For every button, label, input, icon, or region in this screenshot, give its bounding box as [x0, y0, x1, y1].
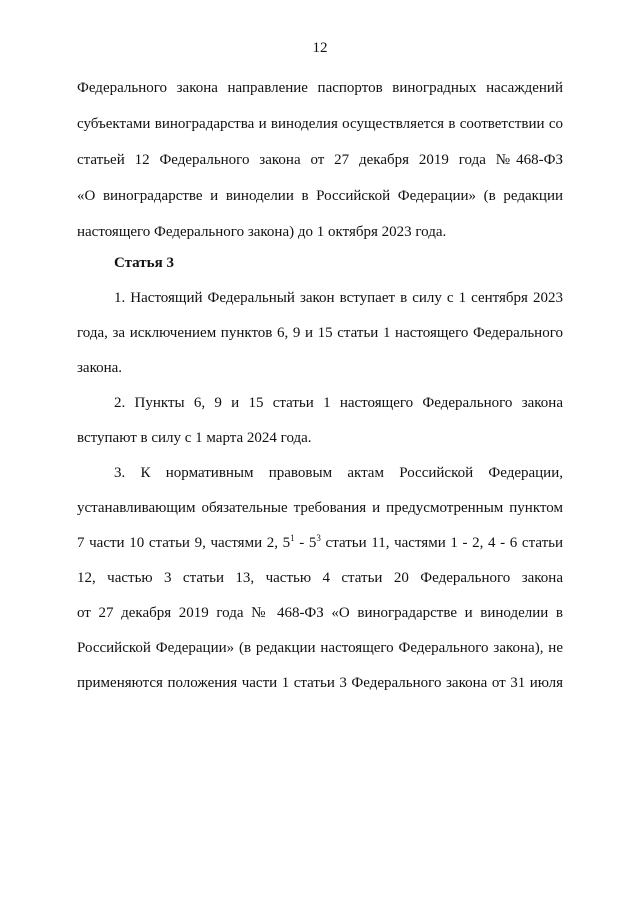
- item3-line-7: применяются положения части 1 статьи 3 Федерального закона от 31 июля: [77, 675, 563, 691]
- item2-line-1: 2. Пункты 6, 9 и 15 статьи 1 настоящего Федерального закона: [114, 395, 563, 411]
- item3-line-1: 3. К нормативным правовым актам Российской Федерации,: [114, 465, 563, 481]
- item3-line-5: от 27 декабря 2019 года № 468-ФЗ «О виноградарстве и виноделии в: [77, 605, 563, 621]
- item3-line-3: [77, 533, 563, 553]
- page-number: 12: [312, 40, 328, 56]
- superscript-3: 3: [316, 533, 321, 543]
- intro-line-5: настоящего Федерального закона) до 1 октября 2023 года.: [77, 224, 447, 240]
- intro-line-3: статьей 12 Федерального закона от 27 декабря 2019 года №468-ФЗ: [77, 152, 563, 168]
- item3-line-3-part-b: - 5: [294, 535, 317, 551]
- intro-line-4: «О виноградарстве и виноделии в Российской Федерации» (в редакции: [77, 188, 563, 204]
- item1-line-2: года, за исключением пунктов 6, 9 и 15 статьи 1 настоящего Федерального: [77, 325, 563, 341]
- item3-line-2: устанавливающим обязательные требования и предусмотренным пунктом: [77, 500, 563, 516]
- item3-line-3-part-c: статьи 11, частями 1 - 2, 4 - 6 статьи: [320, 535, 564, 551]
- item3-line-6: Российской Федерации» (в редакции настоящего Федерального закона), не: [77, 640, 563, 656]
- item1-line-3: закона.: [77, 360, 123, 376]
- intro-line-1: Федерального закона направление паспортов виноградных насаждений: [77, 80, 563, 96]
- item1-line-1: 1. Настоящий Федеральный закон вступает в силу с 1 сентября 2023: [114, 290, 563, 306]
- article-heading: Статья 3: [114, 255, 174, 271]
- superscript-1: 1: [290, 533, 295, 543]
- intro-line-2: субъектами виноградарства и виноделия осуществляется в соответствии со: [77, 116, 563, 132]
- item2-line-2: вступают в силу с 1 марта 2024 года.: [77, 430, 312, 446]
- item3-line-3-part-a: 7 части 10 статьи 9, частями 2, 5: [77, 535, 291, 551]
- item3-line-4: 12, частью 3 статьи 13, частью 4 статьи 20 Федерального закона: [77, 570, 563, 586]
